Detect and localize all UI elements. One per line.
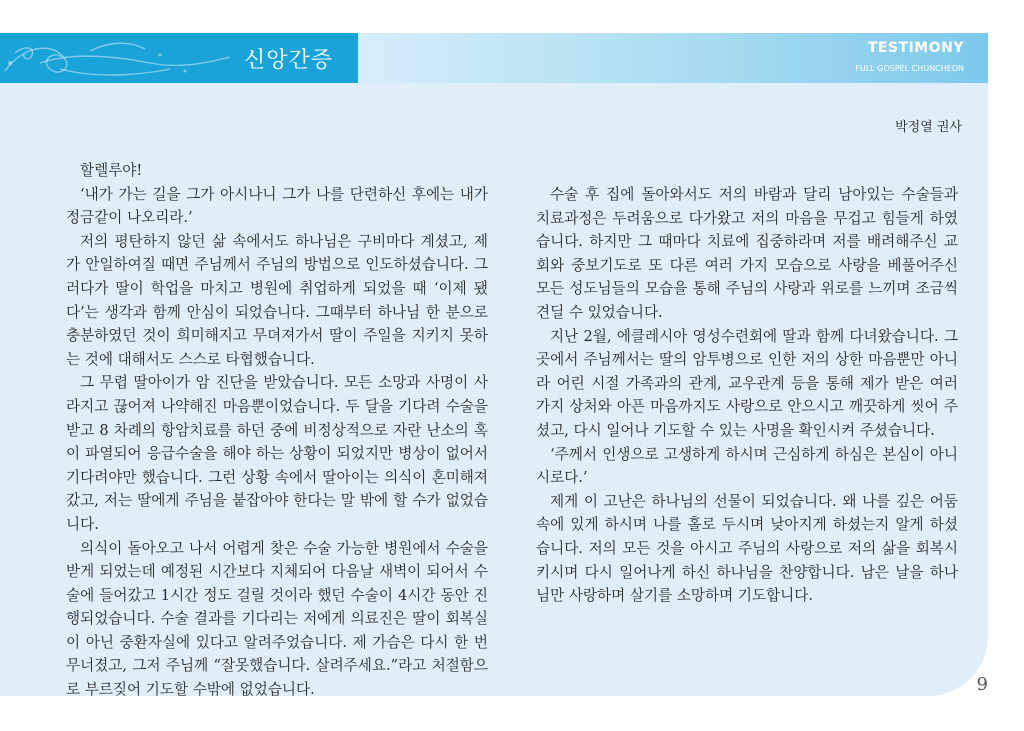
header-bar xyxy=(0,33,988,83)
left-column xyxy=(66,159,488,702)
paragraph: 저의 평탄하지 않던 삶 속에서도 하나님은 구비마다 계셨고, 제가 안일하여질 때면 주님께서 주님의 방법으로 인도하셨습니다. 그러다가 딸이 학업을 마치고 병원에 취업하게 되었을 때 ‘이제 됐다’는 생각과 함께 안심이 되었습니다. 그때부터 하나님 한 분으로 충분하였던 것이 희미해지고 무뎌져가서 딸이 주일을 지키지 못하는 것에 대해서도 스스로 타협했습니다. xyxy=(66,232,488,368)
paragraph: 할렐루야! xyxy=(80,162,143,179)
paragraph: 그 무렵 딸아이가 암 진단을 받았습니다. 모든 소망과 사명이 사라지고 끊어져 나약해진 마음뿐이었습니다. 두 달을 기다려 수술을 받고 8 차례의 항암치료를 하던 중에 비정상적으로 자란 난소의 혹이 파열되어 응급수술을 해야 하는 상황이 되었지만 병상이 없어서 기다려야만 했습니다. 그런 상황 속에서 딸아이는 의식이 혼미해져갔고, 저는 딸에게 주님을 붙잡아야 한다는 말 밖에 할 수가 없었습니다. xyxy=(66,374,488,533)
section-title: 신앙간증 xyxy=(244,48,334,73)
title-tab xyxy=(0,33,358,83)
header-band xyxy=(358,33,988,83)
page-number: 9 xyxy=(976,674,988,695)
paragraph: ‘내가 가는 길을 그가 아시나니 그가 나를 단련하신 후에는 내가 정금같이 나오리라.’ xyxy=(66,185,488,227)
right-column xyxy=(536,183,958,608)
paragraph: 의식이 돌아오고 나서 어렵게 찾은 수술 가능한 병원에서 수술을 받게 되었는데 예정된 시간보다 지체되어 다음날 새벽이 되어서 수술에 들어갔고 1시간 정도 걸릴 것이라 했던 수술이 4시간 동안 진행되었습니다. 수술 결과를 기다리는 저에게 의료진은 딸이 회복실이 아닌 중환자실에 있다고 알려주었습니다. 제 가슴은 다시 한 번 무너졌고, 그저 주님께 “잘못했습니다. 살려주세요.”라고 처절함으로 부르짖어 기도할 수밖에 없었습니다. xyxy=(66,539,488,699)
author-name: 박정열 권사 xyxy=(895,120,962,135)
paragraph: 지난 2월, 에클레시아 영성수련회에 딸과 함께 다녀왔습니다. 그곳에서 주님께서는 딸의 암투병으로 인한 저의 상한 마음뿐만 아니라 어린 시절 가족과의 관계, 교우관계 등을 통해 제가 받은 여러 가지 상처와 아픈 마음까지도 사랑으로 안으시고 깨끗하게 씻어 주셨고, 다시 일어나 기도할 수 있는 사명을 확인시켜 주셨습니다. xyxy=(536,327,958,439)
paragraph: ‘주께서 인생으로 고생하게 하시며 근심하게 하심은 본심이 아니시로다.’ xyxy=(536,445,958,487)
section-label: TESTIMONY xyxy=(867,40,964,56)
paragraph: 수술 후 집에 돌아와서도 저의 바람과 달리 남아있는 수술들과 치료과정은 두려움으로 다가왔고 저의 마음을 무겁고 힘들게 하였습니다. 하지만 그 때마다 치료에 집중하라며 저를 배려해주신 교회와 중보기도로 또 다른 여러 가지 모습으로 사랑을 베풀어주신 모든 성도님들의 모습을 통해 주님의 사랑과 위로를 느끼며 조금씩 견딜 수 있었습니다. xyxy=(536,186,958,321)
paragraph: 제게 이 고난은 하나님의 선물이 되었습니다. 왜 나를 깊은 어둠 속에 있게 하시며 나를 홀로 두시며 낮아지게 하셨는지 알게 하셨습니다. 저의 모든 것을 아시고 주님의 사랑으로 저의 삶을 회복시키시며 다시 일어나게 하신 하나님을 찬양합니다. 남은 날을 하나님만 사랑하며 살기를 소망하며 기도합니다. xyxy=(536,492,958,605)
church-name: FULL GOSPEL CHUNCHEON xyxy=(855,64,964,73)
ornament-swirl-icon xyxy=(0,33,240,83)
